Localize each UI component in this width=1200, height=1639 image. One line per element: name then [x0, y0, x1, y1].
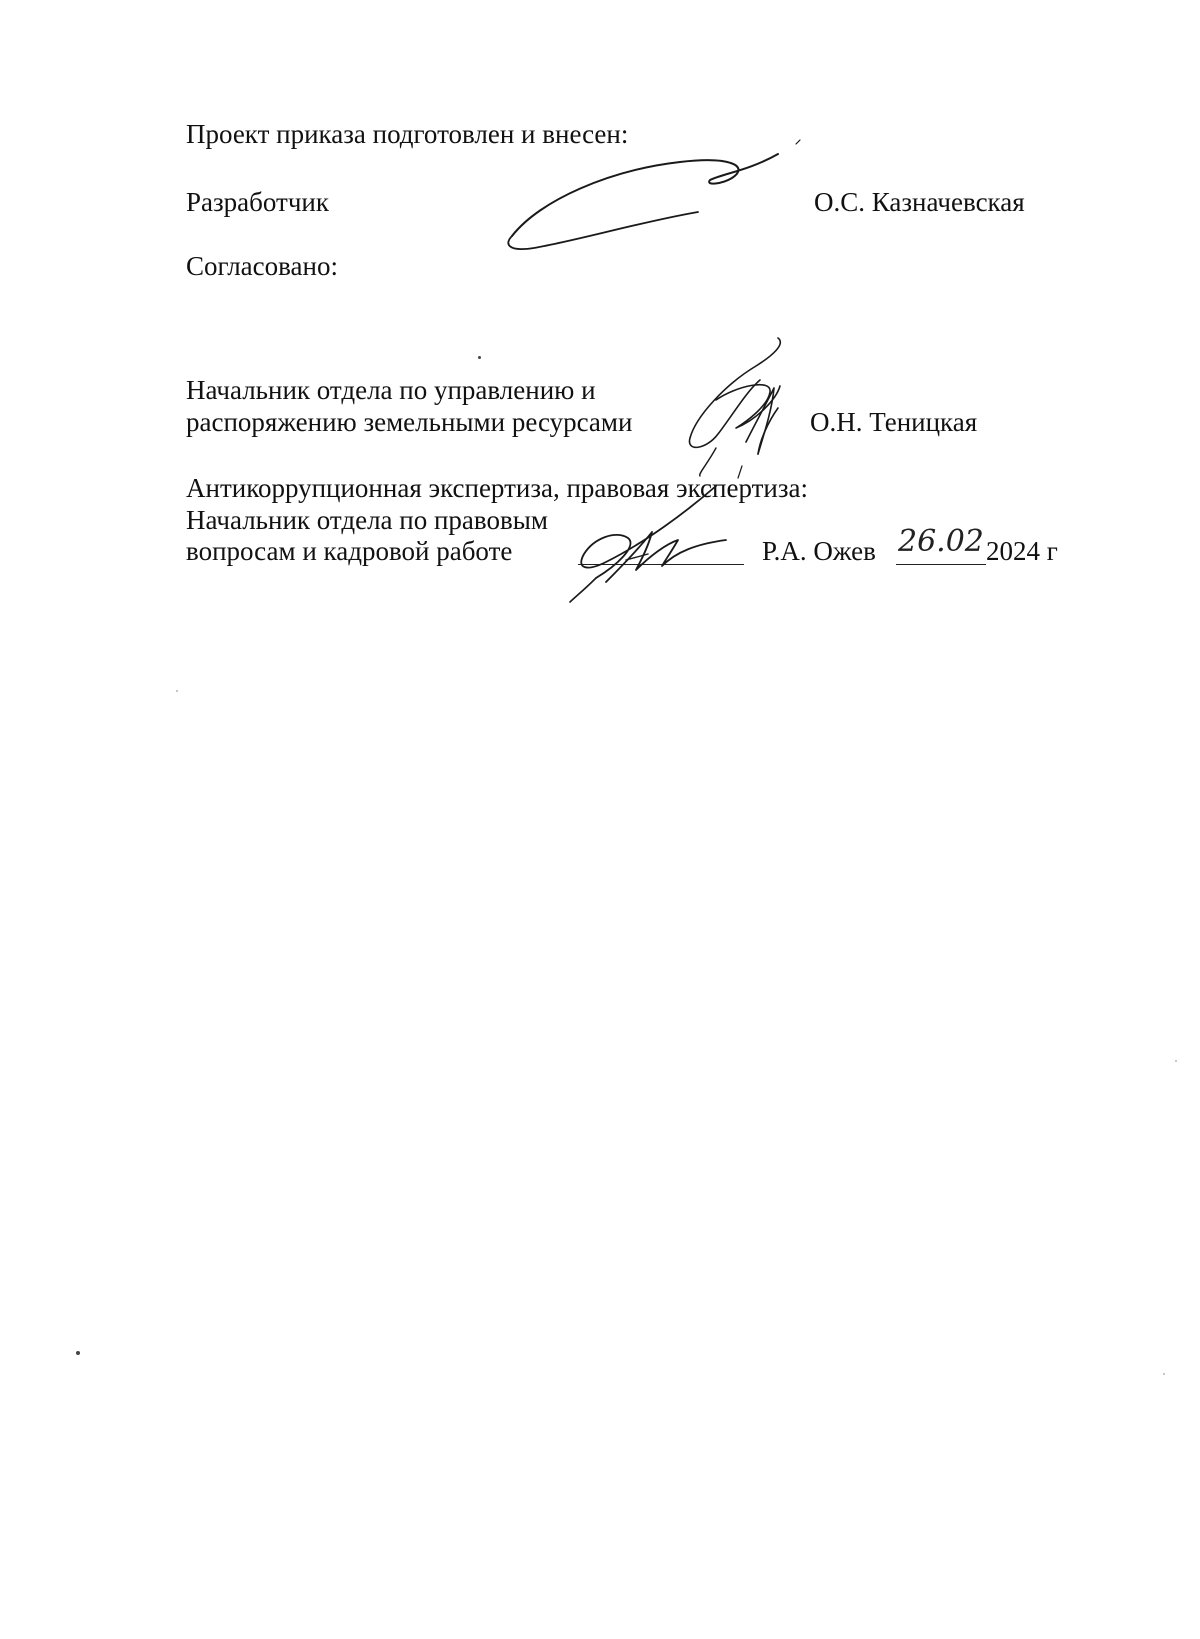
legal-name: Р.А. Ожев — [762, 536, 876, 566]
scan-speck — [1175, 1060, 1177, 1062]
legal-expertise-line: Антикоррупционная экспертиза, правовая экспертиза: — [186, 473, 809, 503]
signature-ozhev — [566, 482, 766, 602]
legal-role-line2: вопросам и кадровой работе — [186, 536, 513, 566]
land-dept-name: О.Н. Теницкая — [810, 407, 978, 437]
scan-speck — [478, 356, 481, 359]
scan-speck — [1163, 1373, 1165, 1375]
legal-role-line1: Начальник отдела по правовым — [186, 505, 548, 535]
land-dept-role-line1: Начальник отдела по управлению и — [186, 375, 596, 405]
handwritten-date: 26.02 — [898, 524, 984, 559]
developer-role: Разработчик — [186, 187, 329, 217]
developer-name: О.С. Казначевская — [814, 187, 1025, 217]
signature-tenitskaya — [676, 330, 806, 480]
date-year: 2024 г — [986, 536, 1058, 566]
land-dept-role-line2: распоряжению земельными ресурсами — [186, 407, 633, 437]
signature-kaznachevskaya — [500, 140, 810, 260]
agreed-label: Согласовано: — [186, 251, 338, 281]
scan-speck — [176, 690, 178, 692]
date-underline — [896, 564, 986, 565]
prepared-by-line: Проект приказа подготовлен и внесен: — [186, 119, 629, 149]
scan-speck — [76, 1351, 80, 1355]
